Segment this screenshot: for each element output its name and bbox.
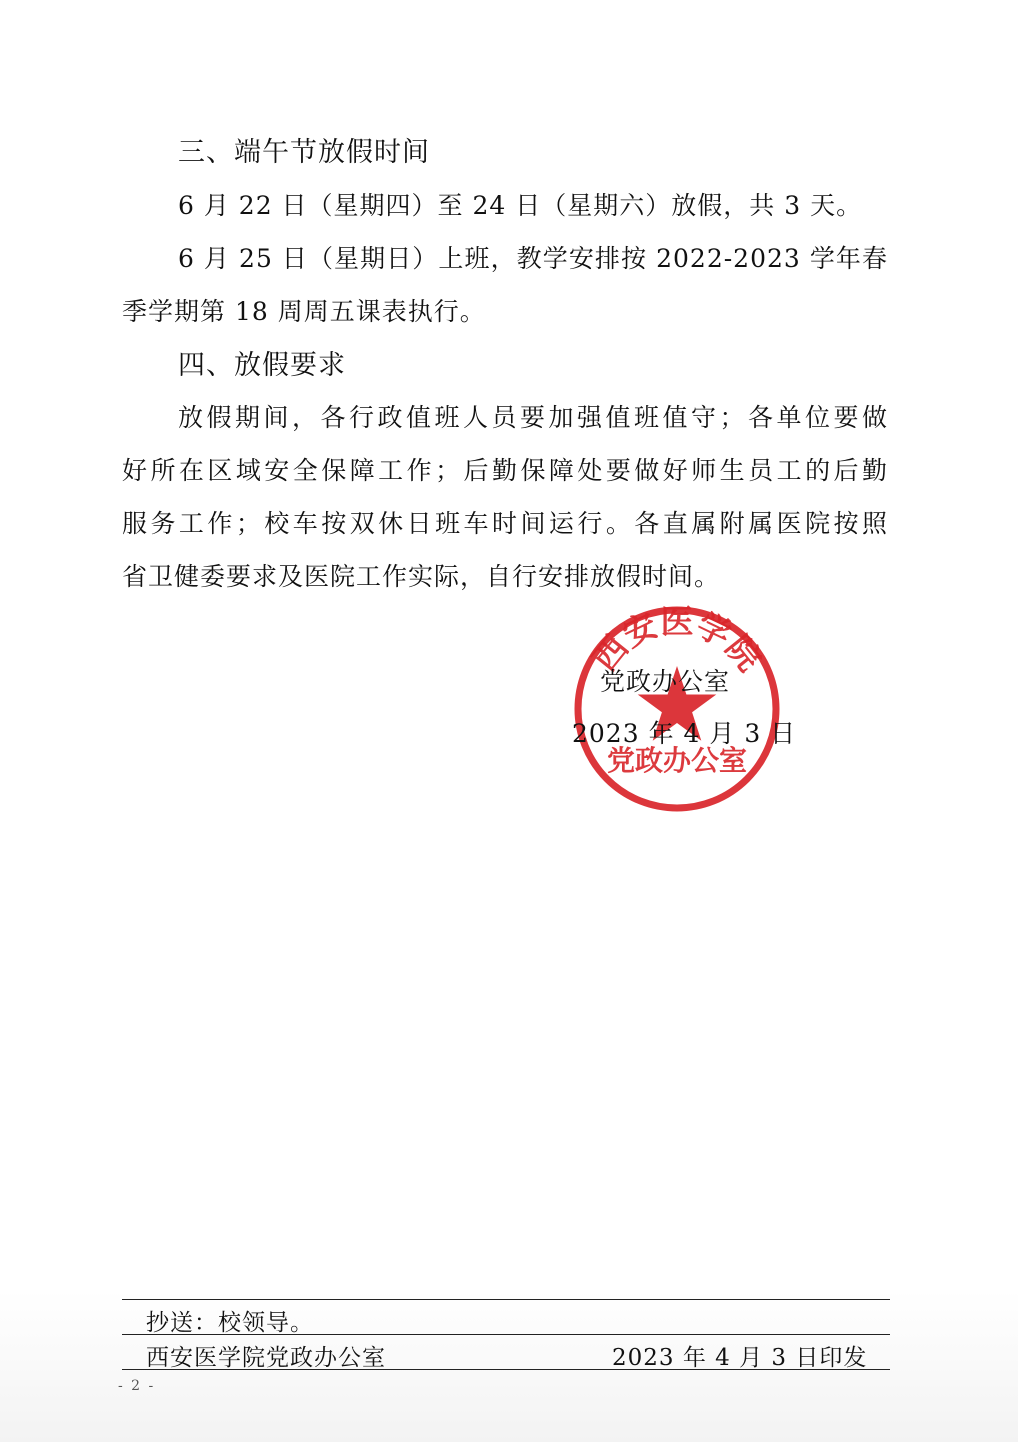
seal-bottom-text: 党政办公室 [606,744,748,777]
section-4-line-4: 省卫健委要求及医院工作实际，自行安排放假时间。 [122,562,721,591]
section-3-paragraph-1: 6 月 22 日（星期四）至 24 日（星期六）放假，共 3 天。 [178,191,863,220]
page-number: - 2 - [118,1378,156,1394]
section-3-paragraph-2-line-2: 季学期第 18 周周五课表执行。 [122,297,486,326]
footer-rule-top [122,1299,890,1300]
section-4-line-1: 放假期间，各行政值班人员要加强值班值守；各单位要做 [178,403,888,432]
section-4-heading: 四、放假要求 [178,350,346,381]
section-4-line-3: 服务工作；校车按双休日班车时间运行。各直属附属医院按照 [122,509,888,538]
official-seal-stamp [572,604,782,814]
signature-date: 2023 年 4 月 3 日 [572,719,797,748]
seal-top-text: 西安医学院 [584,604,770,679]
section-3-paragraph-2-line-1: 6 月 25 日（星期日）上班，教学安排按 2022-2023 学年春 [178,244,888,273]
section-4-line-2: 好所在区域安全保障工作；后勤保障处要做好师生员工的后勤 [122,456,888,485]
footer-issue-date: 2023 年 4 月 3 日印发 [612,1345,868,1371]
footer-rule-middle [122,1334,890,1335]
footer-issuer: 西安医学院党政办公室 [146,1345,386,1371]
section-3-heading: 三、端午节放假时间 [178,137,430,168]
footer-cc: 抄送：校领导。 [146,1310,314,1336]
footer-rule-bottom [122,1369,890,1370]
signature-office: 党政办公室 [600,667,731,696]
